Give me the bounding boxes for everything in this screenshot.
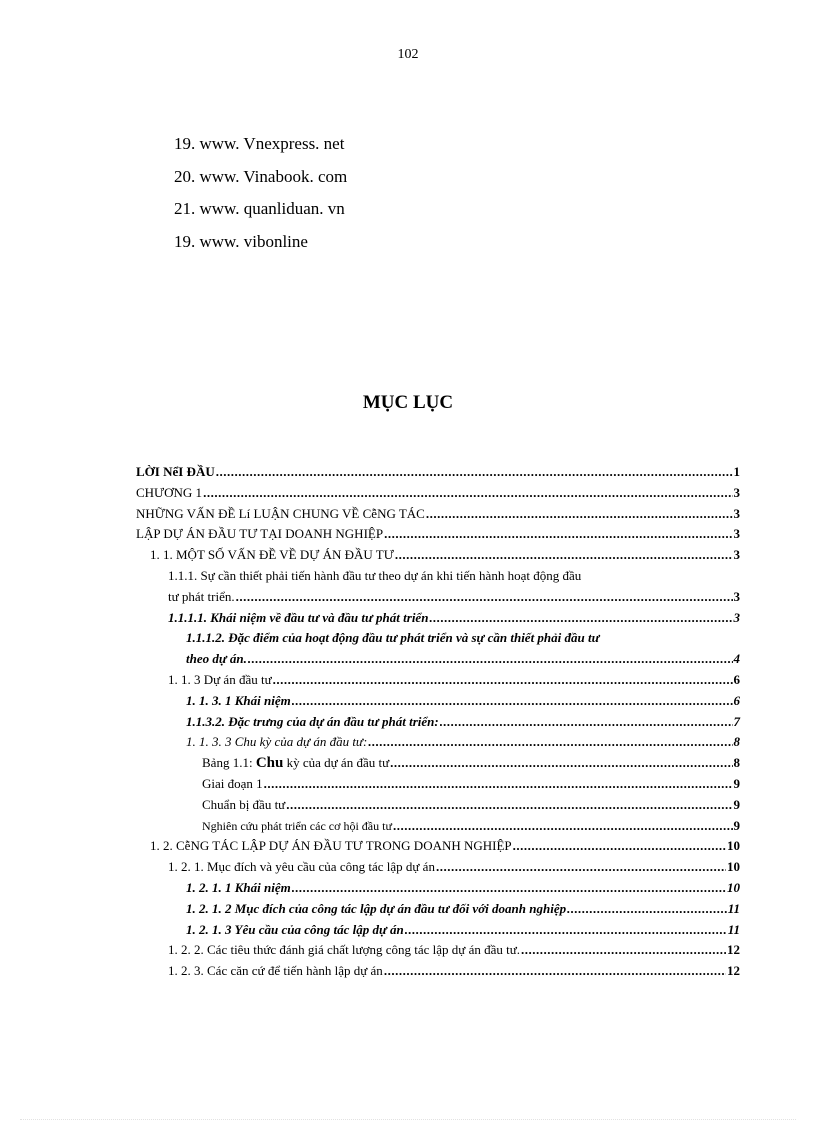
toc-entry-page: 3 [733, 526, 740, 542]
toc-entry-page: 6 [733, 692, 740, 708]
toc-entry[interactable] [136, 608, 740, 629]
toc-entry-text: 1.1.1.2. Đặc điểm của hoạt động đầu tư phát triển và sự cần thiết phải đầu tư [186, 630, 600, 646]
toc-entry[interactable] [136, 836, 740, 857]
toc-entry[interactable] [136, 628, 740, 670]
toc-entry[interactable] [136, 462, 740, 483]
toc-leader [440, 712, 733, 733]
page-number: 102 [397, 47, 419, 62]
toc-entry-text: 1. 2. 3. Các căn cứ để tiến hành lập dự án [168, 963, 383, 979]
toc-entry[interactable] [136, 774, 740, 795]
reference-item: 21. www. quanliduan. vn [174, 199, 345, 218]
toc-entry-page: 10 [727, 838, 740, 854]
toc-entry-text: 1.1.1. Sự cần thiết phải tiến hành đầu tư theo dự án khi tiến hành hoạt động đầu [168, 567, 582, 583]
toc-entry-page: 12 [727, 942, 740, 958]
toc-leader [203, 483, 732, 504]
reference-item: 20. www. Vinabook. com [174, 166, 348, 186]
toc-entry-page: 10 [727, 859, 740, 875]
toc-entry[interactable] [136, 899, 740, 920]
toc-entry[interactable] [136, 566, 740, 608]
toc-leader [521, 940, 726, 961]
toc-entry-text: 1. 2. CễNG TÁC LẬP DỰ ÁN ĐẦU TƯ TRONG DOANH NGHIỆP [150, 838, 512, 854]
toc-entry[interactable] [136, 857, 740, 878]
toc-entry[interactable] [136, 795, 740, 816]
toc-entry-text: 1. 2. 1. Mục đích và yêu cầu của công tác lập dự án [168, 859, 435, 875]
table-of-contents [136, 462, 740, 982]
toc-leader [216, 462, 733, 483]
toc-leader [384, 524, 732, 545]
toc-entry[interactable] [136, 753, 740, 774]
toc-entry[interactable] [136, 483, 740, 504]
toc-entry-text: CHƯƠNG 1 [136, 484, 203, 500]
toc-entry[interactable] [136, 920, 740, 941]
reference-item: 19. www. Vnexpress. net [174, 134, 345, 153]
toc-entry[interactable] [136, 524, 740, 545]
toc-entry-page: 3 [733, 484, 740, 500]
toc-entry-page: 4 [733, 651, 740, 667]
toc-entry-text: 1. 1. 3. 3 Chu kỳ của dự án đầu tư: [186, 734, 368, 750]
toc-entry[interactable] [136, 732, 740, 753]
toc-leader [292, 691, 733, 712]
toc-entry-page: 11 [727, 900, 740, 916]
page-bottom-divider [20, 1119, 796, 1120]
toc-leader [390, 753, 732, 774]
toc-entry-text: Bảng 1.1: Chu kỳ của dự án đầu tư [202, 755, 390, 772]
toc-leader [436, 857, 726, 878]
toc-leader [393, 816, 733, 837]
toc-entry-page: 3 [733, 505, 740, 521]
toc-leader [429, 608, 732, 629]
toc-entry[interactable] [136, 691, 740, 712]
toc-entry[interactable] [136, 670, 740, 691]
toc-leader [264, 774, 733, 795]
toc-entry-text: Chuẩn bị đầu tư [202, 796, 286, 812]
toc-entry-page: 3 [733, 609, 740, 625]
toc-entry[interactable] [136, 816, 740, 837]
toc-entry-text: 1. 2. 2. Các tiêu thức đánh giá chất lượng công tác lập dự án đầu tư. [168, 942, 521, 958]
toc-entry-text: 1. 1. 3. 1 Khái niệm [186, 692, 291, 708]
toc-leader [248, 649, 733, 670]
toc-entry-text: 1. 1. 3 Dự án đầu tư [168, 671, 272, 687]
toc-entry-text-continued: tư phát triển. [168, 588, 235, 604]
toc-leader [236, 587, 733, 608]
toc-entry-page: 7 [733, 713, 740, 729]
toc-entry-text: 1. 2. 1. 3 Yêu cầu của công tác lập dự án [186, 921, 404, 937]
toc-entry[interactable] [136, 961, 740, 982]
toc-leader [395, 545, 733, 566]
toc-leader [292, 878, 726, 899]
toc-entry[interactable] [136, 504, 740, 525]
toc-entry-text-continued: theo dự án. [186, 651, 247, 667]
toc-entry-page: 9 [733, 775, 740, 791]
toc-entry-page: 9 [733, 796, 740, 812]
toc-leader [286, 795, 732, 816]
toc-entry-text: 1. 1. MỘT SỐ VẤN ĐỀ VỀ DỰ ÁN ĐẦU TƯ [150, 547, 394, 563]
toc-entry-text: LẬP DỰ ÁN ĐẦU TƯ TẠI DOANH NGHIỆP [136, 526, 384, 542]
toc-leader [273, 670, 733, 691]
toc-entry-text: 1.1.1.1. Khái niệm về đầu tư và đầu tư phát triển [168, 609, 429, 625]
toc-entry[interactable] [136, 878, 740, 899]
toc-leader [405, 920, 727, 941]
toc-entry-text: Giai đoạn 1 [202, 775, 263, 791]
toc-entry-page: 11 [727, 921, 740, 937]
toc-entry-page: 10 [727, 879, 740, 895]
toc-leader [513, 836, 726, 857]
toc-entry-text: 1. 2. 1. 1 Khái niệm [186, 879, 291, 895]
toc-entry-text: 1.1.3.2. Đặc trưng của dự án đầu tư phát triển: [186, 713, 439, 729]
toc-entry-page: 3 [733, 588, 740, 604]
toc-entry-text: NHỮNG VẤN ĐỀ Lí LUẬN CHUNG VỀ CễNG TÁC [136, 505, 425, 521]
toc-leader [567, 899, 727, 920]
reference-list [174, 133, 347, 263]
toc-entry-page: 12 [727, 963, 740, 979]
toc-entry-page: 9 [733, 817, 740, 833]
toc-leader [426, 504, 733, 525]
toc-entry[interactable] [136, 712, 740, 733]
toc-leader [384, 961, 726, 982]
toc-entry-page: 8 [733, 755, 740, 771]
toc-entry-page: 8 [733, 734, 740, 750]
toc-entry-page: 6 [733, 671, 740, 687]
toc-entry-text: Nghiên cứu phát triển các cơ hội đầu tư [202, 818, 392, 833]
toc-entry[interactable] [136, 940, 740, 961]
toc-entry-page: 1 [733, 464, 740, 479]
toc-entry-page: 3 [733, 547, 740, 563]
toc-entry-text: LỜI NểI ĐẦU [136, 464, 215, 479]
toc-leader [368, 732, 732, 753]
reference-item: 19. www. vibonline [174, 231, 308, 251]
toc-entry[interactable] [136, 545, 740, 566]
toc-entry-text: 1. 2. 1. 2 Mục đích của công tác lập dự án đầu tư đối với doanh nghiệp [186, 900, 567, 916]
toc-title: MỤC LỤC [362, 392, 454, 413]
